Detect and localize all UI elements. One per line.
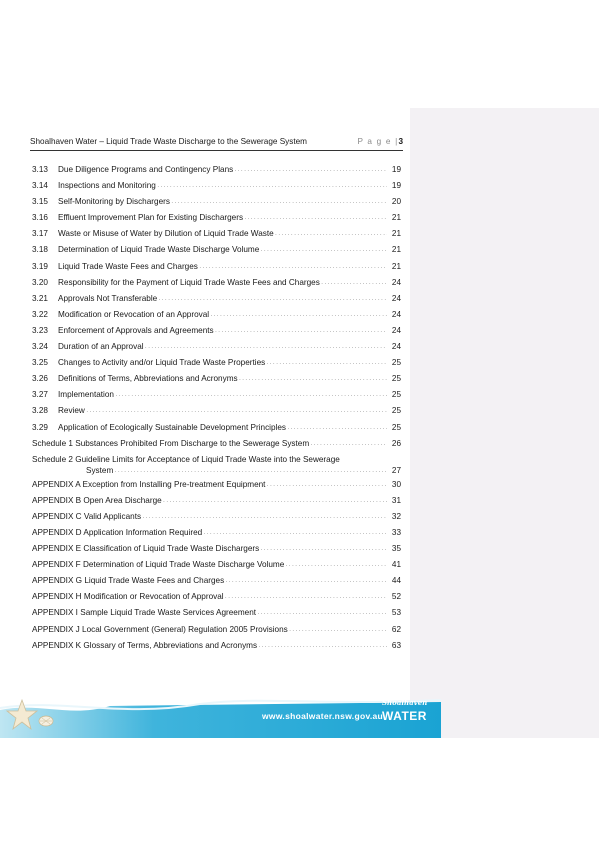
toc-entry[interactable] (32, 575, 401, 591)
toc-title: Effluent Improvement Plan for Existing Dischargers (58, 213, 244, 223)
toc-title: Changes to Activity and/or Liquid Trade Waste Properties (58, 358, 266, 368)
shell-icon (39, 716, 53, 726)
footer-url[interactable]: www.shoalwater.nsw.gov.au (262, 711, 384, 721)
toc-number: 3.23 (32, 325, 48, 335)
toc-entry[interactable] (32, 454, 401, 479)
toc-title: Waste or Misuse of Water by Dilution of Liquid Trade Waste (58, 229, 274, 239)
toc-title: Due Diligence Programs and Contingency Plans (58, 165, 234, 174)
toc-entry[interactable] (32, 438, 401, 454)
toc-page: 24 (391, 293, 401, 303)
toc-entry[interactable] (32, 309, 401, 325)
toc-entry[interactable] (32, 293, 401, 309)
toc-page: 44 (391, 576, 401, 586)
toc-number: 3.28 (32, 406, 48, 416)
toc-title: APPENDIX B Open Area Discharge (32, 495, 162, 505)
toc-title-continued: System (86, 465, 114, 475)
page-number: 3 (398, 137, 403, 146)
toc-number: 3.22 (32, 309, 48, 319)
toc-page: 35 (391, 544, 401, 554)
toc-title: Application of Ecologically Sustainable Development Principles (58, 422, 287, 432)
toc-page: 20 (391, 197, 401, 207)
toc-number: 3.15 (32, 197, 48, 207)
toc-number: 3.14 (32, 181, 48, 191)
toc-entry[interactable] (32, 495, 401, 511)
toc-entry[interactable] (32, 559, 401, 575)
toc-title: APPENDIX I Sample Liquid Trade Waste Services Agreement (32, 608, 257, 618)
toc-page: 21 (391, 245, 401, 255)
toc-title: Schedule 1 Substances Prohibited From Discharge to the Sewerage System (32, 438, 310, 448)
toc-page: 41 (391, 560, 401, 570)
toc-entry[interactable] (32, 341, 401, 357)
toc-page: 25 (391, 406, 401, 416)
toc-title: APPENDIX H Modification or Revocation of Approval (32, 592, 224, 602)
toc-page: 33 (391, 527, 401, 537)
toc-page: 26 (391, 438, 401, 448)
toc-page: 31 (391, 495, 401, 505)
toc-number: 3.26 (32, 374, 48, 384)
toc-entry[interactable] (32, 640, 401, 656)
toc-entry[interactable] (32, 479, 401, 495)
toc-entry[interactable] (32, 624, 401, 640)
toc-page: 62 (391, 624, 401, 634)
toc-title: Approvals Not Transferable (58, 293, 158, 303)
toc-page: 63 (391, 640, 401, 650)
toc-page: 25 (391, 358, 401, 368)
toc-entry[interactable] (32, 196, 401, 212)
toc-title: Inspections and Monitoring (58, 181, 156, 191)
toc-page: 53 (391, 608, 401, 618)
toc-entry[interactable] (32, 422, 401, 438)
toc-title: Schedule 2 Guideline Limits for Acceptance of Liquid Trade Waste into the Sewerage (32, 454, 340, 464)
toc-entry[interactable] (32, 212, 401, 228)
toc-number: 3.13 (32, 165, 48, 174)
toc-entry[interactable] (32, 261, 401, 277)
document-title: Shoalhaven Water – Liquid Trade Waste Discharge to the Sewerage System (30, 137, 308, 146)
toc-number: 3.17 (32, 229, 48, 239)
page-header (30, 137, 403, 149)
toc-page: 52 (391, 592, 401, 602)
toc-page: 25 (391, 390, 401, 400)
toc-entry[interactable] (32, 244, 401, 260)
toc-number: 3.20 (32, 277, 48, 287)
toc-page: 21 (391, 229, 401, 239)
toc-page: 24 (391, 309, 401, 319)
toc-page: 24 (391, 277, 401, 287)
toc-entry[interactable] (32, 591, 401, 607)
toc-title: APPENDIX D Application Information Required (32, 527, 203, 537)
toc-title: Definitions of Terms, Abbreviations and Acronyms (58, 374, 238, 384)
toc-entry[interactable] (32, 277, 401, 293)
toc-title: Liquid Trade Waste Fees and Charges (58, 261, 198, 271)
shoalhaven-water-logo (380, 698, 436, 734)
toc-title: Modification or Revocation of an Approval (58, 309, 210, 319)
toc-title: APPENDIX G Liquid Trade Waste Fees and Charges (32, 576, 225, 586)
toc-page: 32 (391, 511, 401, 521)
toc-number: 3.19 (32, 261, 48, 271)
toc-number: 3.24 (32, 342, 48, 352)
toc-title: APPENDIX J Local Government (General) Regulation 2005 Provisions (32, 624, 288, 634)
toc-title: APPENDIX A Exception from Installing Pre-treatment Equipment (32, 479, 266, 489)
toc-page: 19 (391, 181, 401, 191)
page-indicator (357, 137, 403, 146)
toc-entry[interactable] (32, 325, 401, 341)
page-word: P a g e | (357, 137, 399, 146)
toc-page: 27 (391, 465, 401, 475)
toc-number: 3.16 (32, 213, 48, 223)
toc-number: 3.29 (32, 422, 48, 432)
toc-title: APPENDIX E Classification of Liquid Trade Waste Dischargers (32, 544, 260, 554)
toc-number: 3.21 (32, 293, 48, 303)
toc-entry[interactable] (32, 389, 401, 405)
toc-entry[interactable] (32, 511, 401, 527)
toc-title: APPENDIX F Determination of Liquid Trade Waste Discharge Volume (32, 560, 285, 570)
table-of-contents (32, 164, 401, 656)
toc-page: 25 (391, 374, 401, 384)
toc-title: APPENDIX K Glossary of Terms, Abbreviations and Acronyms (32, 640, 258, 650)
logo-script: Shoalhaven (382, 698, 428, 707)
toc-page: 24 (391, 325, 401, 335)
toc-title: Determination of Liquid Trade Waste Discharge Volume (58, 245, 260, 255)
toc-number: 3.27 (32, 390, 48, 400)
toc-title: Implementation (58, 390, 114, 400)
toc-entry[interactable] (32, 228, 401, 244)
toc-page: 24 (391, 342, 401, 352)
toc-title: Duration of an Approval (58, 342, 144, 352)
toc-entry[interactable] (32, 543, 401, 559)
toc-page: 25 (391, 422, 401, 432)
toc-entry[interactable] (32, 164, 401, 180)
toc-title: Responsibility for the Payment of Liquid Trade Waste Fees and Charges (58, 277, 320, 287)
toc-title: Enforcement of Approvals and Agreements (58, 325, 214, 335)
toc-entry[interactable] (32, 607, 401, 623)
header-rule (30, 150, 403, 151)
toc-entry[interactable] (32, 527, 401, 543)
toc-title: Self-Monitoring by Dischargers (58, 197, 170, 207)
logo-word: WATER (382, 709, 427, 723)
toc-page: 19 (391, 165, 401, 174)
toc-page: 21 (391, 261, 401, 271)
toc-title: Review (58, 406, 85, 416)
toc-number: 3.25 (32, 358, 48, 368)
toc-page: 30 (391, 479, 401, 489)
footer-banner (0, 688, 441, 738)
toc-entry[interactable] (32, 405, 401, 421)
toc-number: 3.18 (32, 245, 48, 255)
toc-entry[interactable] (32, 180, 401, 196)
toc-title: APPENDIX C Valid Applicants (32, 511, 142, 521)
toc-entry[interactable] (32, 373, 401, 389)
toc-entry[interactable] (32, 357, 401, 373)
toc-page: 21 (391, 213, 401, 223)
comment-pane (410, 108, 599, 738)
